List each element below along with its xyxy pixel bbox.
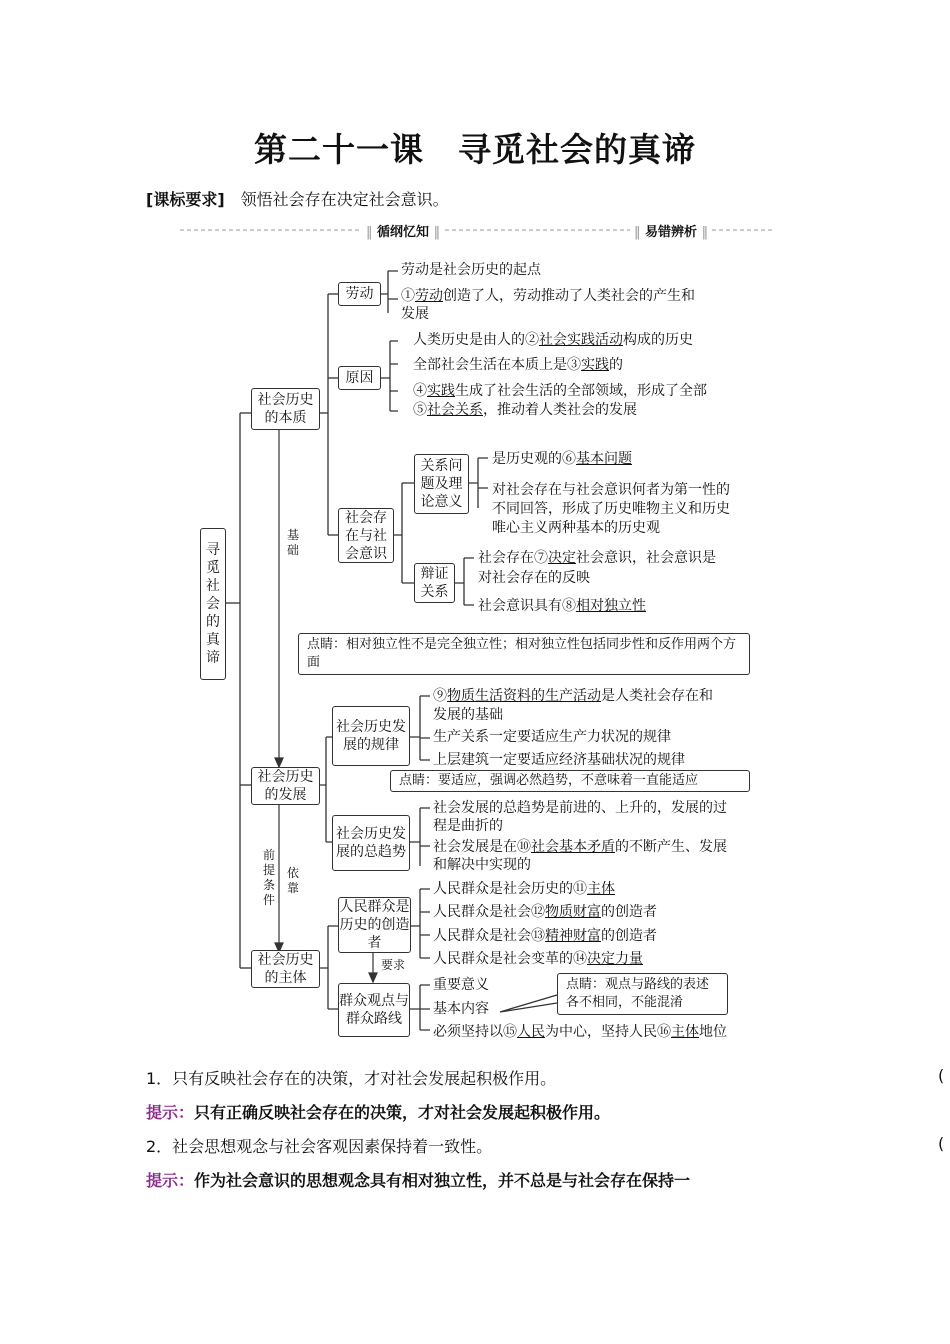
branch-development: 社会历史的发展 [251,767,320,805]
page-title: 第二十一课 寻觅社会的真谛 [254,130,696,169]
label-premise: 前提条件 [262,848,275,907]
devtrend-line2: 程是曲折的 [433,818,503,834]
section-tag-left: ‖ 循纲忆知 ‖ [362,221,444,240]
node-existence-consciousness: 社会存在与社会意识 [338,508,394,563]
note-relative-independence: 点睛：相对独立性不是完全独立性；相对独立性包括同步性和反作用两个方面 [298,633,750,675]
note-view-line: 点睛：观点与路线的表述各不相同，不能混淆 [557,973,728,1015]
devlaw-line2: 发展的基础 [433,707,503,723]
devlaw-line3: 生产关系一定要适应生产力状况的规律 [433,729,671,745]
relation-line4: 唯心主义两种基本的历史观 [492,520,660,536]
node-labour: 劳动 [338,282,381,306]
note-adapt: 点睛：要适应，强调必然趋势，不意味着一直能适应 [390,770,750,792]
node-reason: 原因 [338,366,381,390]
question-2-paren: ( [938,1134,945,1153]
node-masses-creators: 人民群众是历史的创造者 [339,899,410,951]
devtrend-line3: 社会发展是在⑩社会基本矛盾的不断产生、发展 [433,839,727,855]
dialectic-line1: 社会存在⑦决定社会意识，社会意识是 [478,550,716,566]
devtrend-line4: 和解决中实现的 [433,857,531,873]
labour-line1: 劳动是社会历史的起点 [401,262,541,278]
reason-line2: 全部社会生活在本质上是③实践的 [413,357,623,373]
requirement-label: [课标要求] [146,190,225,209]
relation-line2: 对社会存在与社会意识何者为第一性的 [492,482,730,498]
masses-line2: 人民群众是社会⑫物质财富的创造者 [433,904,657,920]
labour-line2: ①劳动创造了人，劳动推动了人类社会的产生和 [401,288,695,304]
dialectic-line2: 对社会存在的反映 [478,570,590,586]
masses-line1: 人民群众是社会历史的⑪主体 [433,881,615,897]
masses-line4: 人民群众是社会变革的⑭决定力量 [433,951,643,967]
node-mass-line: 群众观点与群众路线 [338,983,410,1037]
section-tag-right: ‖ 易错辨析 ‖ [630,221,712,240]
question-1-paren: ( [938,1066,945,1085]
branch-nature: 社会历史的本质 [251,388,320,430]
reason-line1: 人类历史是由人的②社会实践活动构成的历史 [413,332,693,348]
devtrend-line1: 社会发展的总趋势是前进的、上升的，发展的过 [433,800,727,816]
question-1: 1．只有反映社会存在的决策，才对社会发展起积极作用。 [146,1069,557,1088]
relation-line1: 是历史观的⑥基本问题 [492,451,632,467]
massline-line3: 必须坚持以⑮人民为中心，坚持人民⑯主体地位 [433,1024,727,1040]
reason-line3: ④实践生成了社会生活的全部领域，形成了全部 [413,383,707,399]
hint-2: 提示：作为社会意识的思想观念具有相对独立性，并不总是与社会存在保持一 [146,1171,691,1190]
devlaw-line4: 上层建筑一定要适应经济基础状况的规律 [433,752,685,768]
node-relation-question: 关系问题及理论意义 [414,454,469,514]
relation-line3: 不同回答，形成了历史唯物主义和历史 [492,501,730,517]
requirement-text: 领悟社会存在决定社会意识。 [240,190,449,209]
label-require: 要求 [380,958,405,972]
node-dev-law: 社会历史发展的规律 [332,706,410,766]
node-dialectic: 辩证关系 [414,563,455,603]
massline-line1: 重要意义 [433,977,489,993]
hint-1: 提示：只有正确反映社会存在的决策，才对社会发展起积极作用。 [146,1103,611,1122]
label-rely: 依靠 [286,866,299,895]
question-2: 2．社会思想观念与社会客观因素保持着一致性。 [146,1137,493,1156]
devlaw-line1: ⑨物质生活资料的生产活动是人类社会存在和 [433,688,713,704]
dialectic-line3: 社会意识具有⑧相对独立性 [478,598,646,614]
mindmap-root: 寻觅社会的真谛 [200,528,226,680]
branch-subject: 社会历史的主体 [251,950,320,988]
reason-line4: ⑤社会关系，推动着人类社会的发展 [413,402,637,418]
massline-line2: 基本内容 [433,1001,489,1017]
labour-line3: 发展 [401,306,429,322]
label-basis: 基础 [286,528,299,557]
node-dev-trend: 社会历史发展的总趋势 [332,815,410,871]
masses-line3: 人民群众是社会⑬精神财富的创造者 [433,928,657,944]
